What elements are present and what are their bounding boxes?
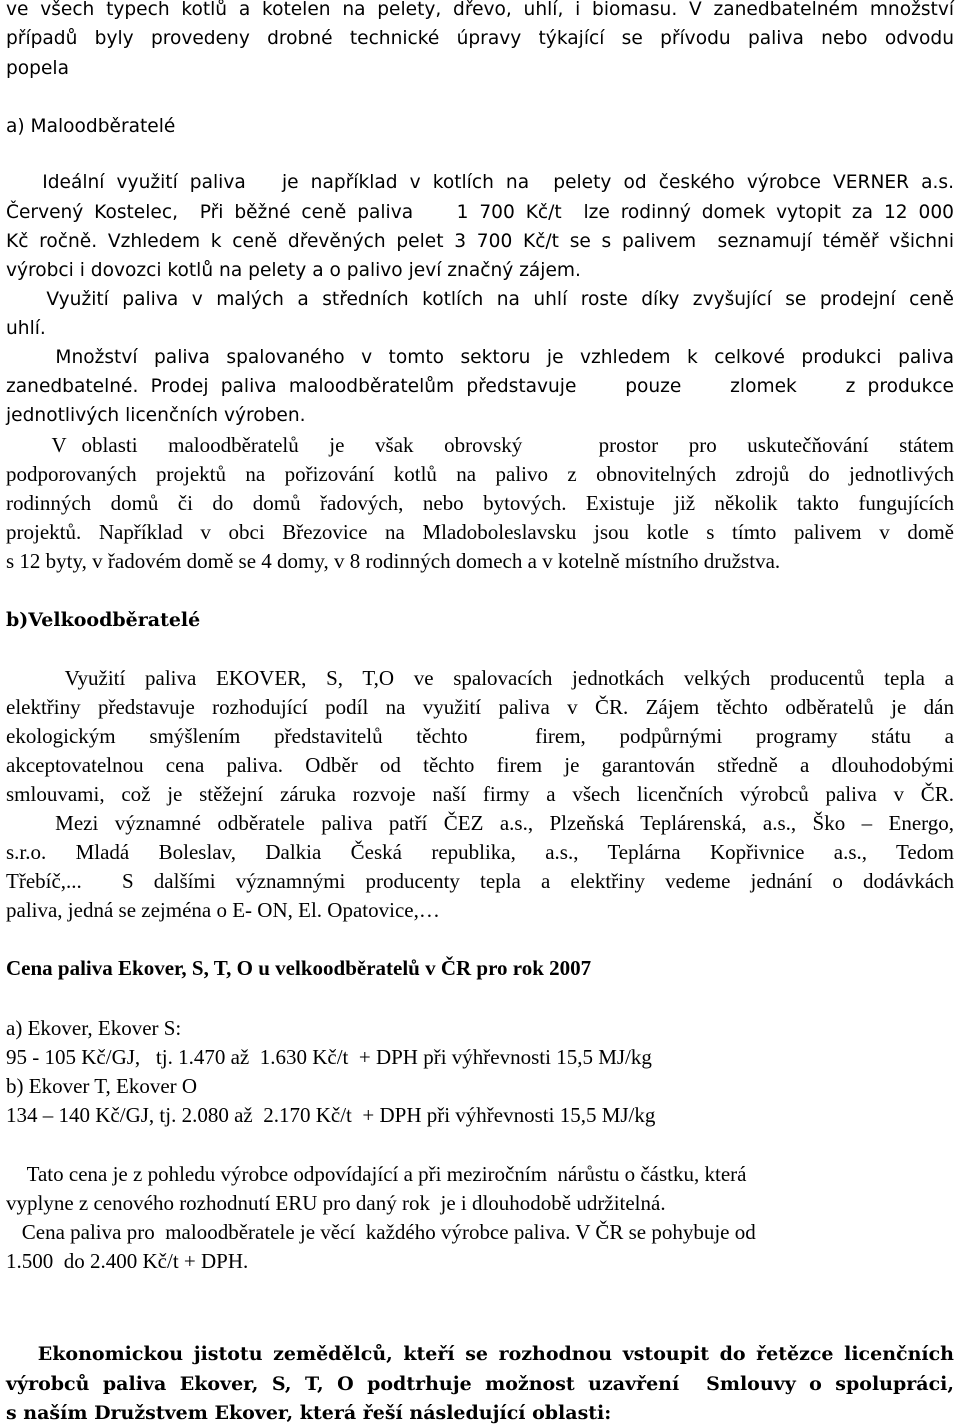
paragraph-line: uhlí. (6, 318, 46, 339)
paragraph-line: zanedbatelné. Prodej paliva maloodběratelům představuje pouze zlomek z produkce (6, 376, 954, 397)
paragraph-line: Využití paliva EKOVER, S, T,O ve spalovacích jednotkách velkých producentů tepla a (6, 666, 954, 690)
paragraph-line: smlouvami, což je stěžejní záruka rozvoje naší firmy a všech licenčních výrobců paliva v ČR. (6, 782, 954, 806)
paragraph-line: Využití paliva v malých a středních kotlích na uhlí roste díky zvyšující se prodejní ceně (6, 289, 954, 310)
paragraph-line: výrobci i dovozci kotlů na pelety a o palivo jeví značný zájem. (6, 260, 581, 281)
paragraph-line: Mezi významné odběratele paliva patří ČEZ a.s., Plzeňská Teplárenská, a.s., Ško – Energo, (6, 811, 954, 835)
price-line: a) Ekover, Ekover S: (6, 1016, 182, 1040)
section-heading-velkoodberatele: b)Velkoodběratelé (6, 609, 201, 631)
paragraph-line: s.r.o. Mladá Boleslav, Dalkia Česká republika, a.s., Teplárna Kopřivnice a.s., Tedom (6, 840, 954, 864)
paragraph-line: Tato cena je z pohledu výrobce odpovídající a při meziročním nárůstu o částku, která (6, 1162, 747, 1186)
paragraph-line: paliva, jedná se zejména o E- ON, El. Opatovice,… (6, 898, 440, 922)
price-line: 95 - 105 Kč/GJ, tj. 1.470 až 1.630 Kč/t + DPH při výhřevnosti 15,5 MJ/kg (6, 1045, 652, 1069)
paragraph-line: popela (6, 58, 69, 79)
paragraph-line: vyplyne z cenového rozhodnutí ERU pro daný rok je i dlouhodobě udržitelná. (6, 1191, 666, 1215)
paragraph-line: Třebíč,... S dalšími významnými producenty tepla a elektřiny vedeme jednání o dodávkách (6, 869, 954, 893)
paragraph-line: Množství paliva spalovaného v tomto sektoru je vzhledem k celkové produkci paliva (6, 347, 954, 368)
paragraph-line: projektů. Například v obci Březovice na Mladoboleslavsku jsou kotle s tímto palivem v domě (6, 520, 954, 544)
paragraph-line: Cena paliva pro maloodběratele je věcí každého výrobce paliva. V ČR se pohybuje od (6, 1220, 756, 1244)
paragraph-line: V oblasti maloodběratelů je však obrovský prostor pro uskutečňování státem (6, 433, 954, 457)
paragraph-line: s 12 byty, v řadovém domě se 4 domy, v 8 rodinných domech a v kotelně místního družstva. (6, 549, 781, 573)
section-heading-maloodberatele: a) Maloodběratelé (6, 116, 176, 137)
closing-paragraph-line: Ekonomickou jistotu zemědělců, kteří se rozhodnou vstoupit do řetězce licenčních (6, 1343, 954, 1365)
paragraph-line: jednotlivých licenčních výroben. (6, 405, 306, 426)
paragraph-line: Červený Kostelec, Při běžné ceně paliva 1 700 Kč/t lze rodinný domek vytopit za 12 000 (6, 202, 954, 223)
paragraph-line: Ideální využití paliva je například v kotlích na pelety od českého výrobce VERNER a.s. (6, 172, 954, 193)
paragraph-line: akceptovatelnou cena paliva. Odběr od těchto firem je garantován středně a dlouhodobými (6, 753, 954, 777)
price-line: 134 – 140 Kč/GJ, tj. 2.080 až 2.170 Kč/t + DPH při výhřevnosti 15,5 MJ/kg (6, 1103, 656, 1127)
closing-paragraph-line: s naším Družstvem Ekover, která řeší následující oblasti: (6, 1402, 612, 1424)
paragraph-line: rodinných domů či do domů řadových, nebo bytových. Existuje již několik takto fungujících (6, 491, 954, 515)
paragraph-line: ve všech typech kotlů a kotelen na pelety, dřevo, uhlí, i biomasu. V zanedbatelném množství (6, 0, 954, 20)
price-line: b) Ekover T, Ekover O (6, 1074, 198, 1098)
paragraph-line: elektřiny představuje rozhodující podíl na využití paliva v ČR. Zájem těchto odběratelů je dán (6, 695, 954, 719)
closing-paragraph-line: výrobců paliva Ekover, S, T, O podtrhuje možnost uzavření Smlouvy o spolupráci, (6, 1373, 954, 1395)
paragraph-line: 1.500 do 2.400 Kč/t + DPH. (6, 1249, 249, 1273)
paragraph-line: případů byly provedeny drobné technické úpravy týkající se přívodu paliva nebo odvodu (6, 28, 954, 49)
paragraph-line: Kč ročně. Vzhledem k ceně dřevěných pelet 3 700 Kč/t se s palivem seznamují téměř všichni (6, 231, 955, 252)
paragraph-line: podporovaných projektů na pořizování kotlů na palivo z obnovitelných zdrojů do jednotlivých (6, 462, 954, 486)
price-heading: Cena paliva Ekover, S, T, O u velkoodběratelů v ČR pro rok 2007 (6, 956, 592, 980)
paragraph-line: ekologickým smýšlením představitelů těchto firem, podpůrnými programy státu a (6, 724, 954, 748)
